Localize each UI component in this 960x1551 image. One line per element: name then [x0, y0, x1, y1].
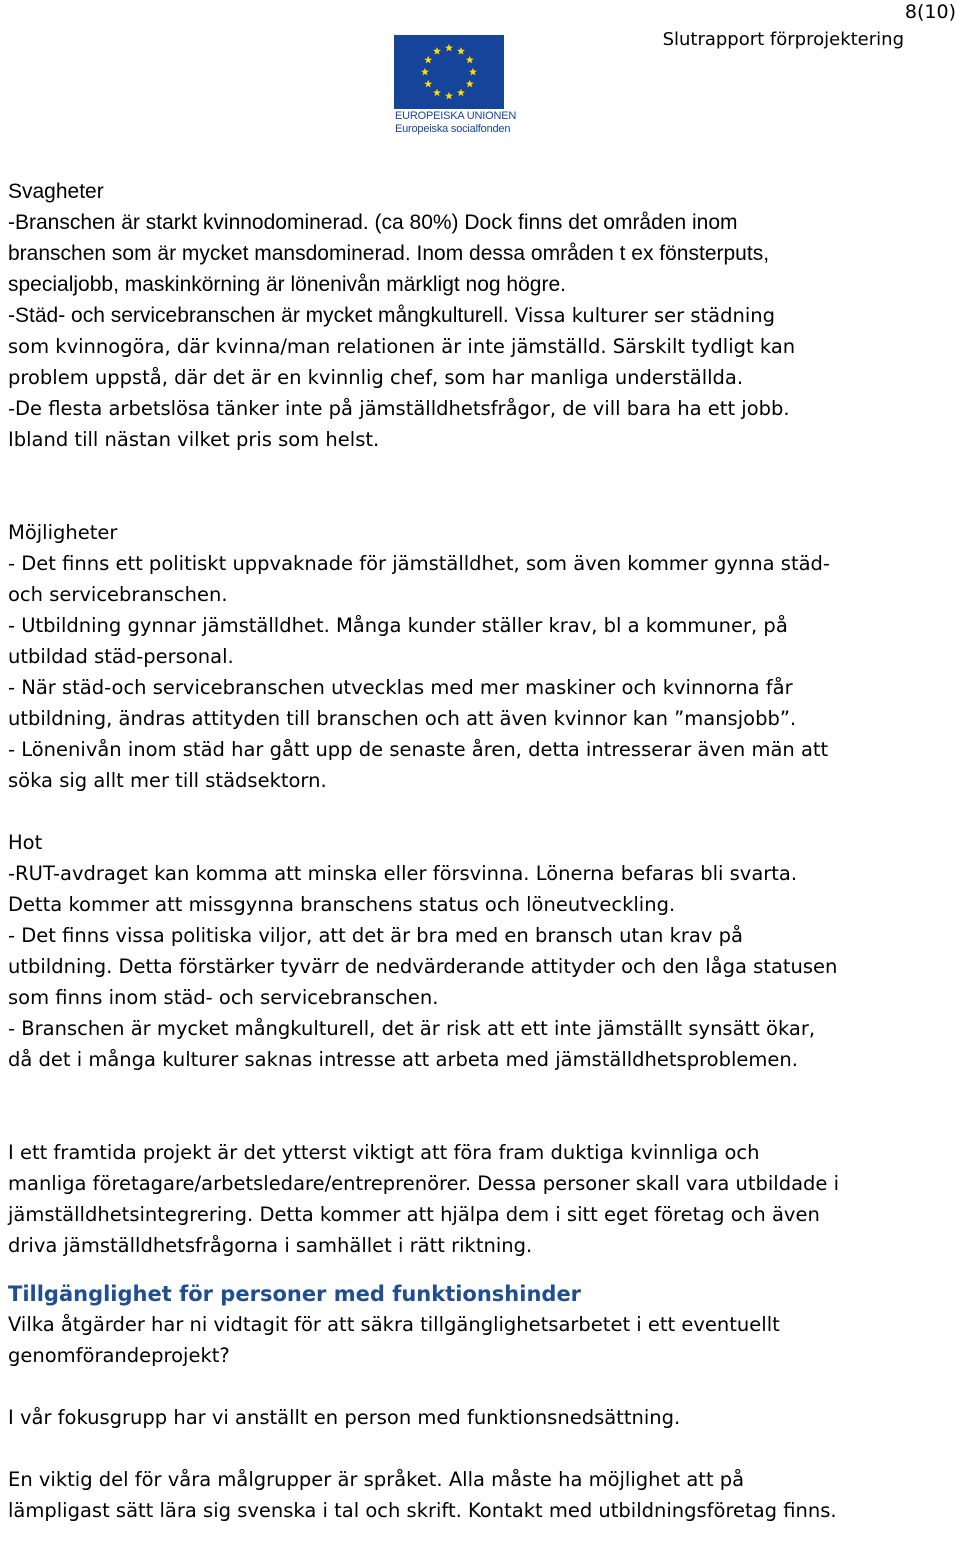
star-icon: [424, 56, 432, 64]
eu-logo: [394, 35, 517, 135]
answer-line: lämpligast sätt lära sig svenska i tal och skrift. Kontakt med utbildningsföretag finns.: [8, 1499, 837, 1522]
paragraph-segment: Särskilt tydligt kan: [612, 335, 796, 358]
paragraph-line: - När städ-och servicebranschen utvecklas med mer maskiner och kvinnorna får: [8, 676, 793, 699]
paragraph-line: -RUT-avdraget kan komma att minska eller försvinna. Lönerna befaras bli svarta.: [8, 862, 798, 885]
paragraph-line: branschen som är mycket mansdominerad. Inom dessa områden t ex fönsterputs,: [8, 242, 770, 265]
answer-line: En viktig del för våra målgrupper är språket. Alla måste ha möjlighet att på: [8, 1468, 745, 1491]
paragraph-line: - Lönenivån inom städ har gått upp de senaste åren, detta intresserar även män att: [8, 738, 829, 761]
eu-caption-union: EUROPEISKA UNIONEN: [395, 110, 517, 122]
section-heading-svagheter: Svagheter: [8, 180, 104, 203]
section-mojligheter: [8, 517, 953, 796]
paragraph-segment: -Städ- och servicebranschen är mycket mångkulturell.: [8, 304, 509, 327]
star-icon: [445, 44, 453, 52]
paragraph-segment: Vissa kulturer ser städning: [514, 304, 776, 327]
star-icon: [424, 80, 432, 88]
paragraph-line: Detta kommer att missgynna branschens status och löneutveckling.: [8, 893, 676, 916]
report-title: Slutrapport förprojektering: [662, 29, 904, 50]
section-heading-tillganglighet: Tillgänglighet för personer med funktionshinder: [8, 1282, 582, 1306]
star-icon: [466, 56, 474, 64]
star-icon: [433, 47, 441, 55]
star-icon: [457, 89, 465, 97]
paragraph-line: -Branschen är starkt kvinnodominerad. (ca 80%) Dock finns det områden inom: [8, 211, 738, 234]
answer-line: I vår fokusgrupp har vi anställt en person med funktionsnedsättning.: [8, 1406, 681, 1429]
star-icon: [466, 80, 474, 88]
paragraph-line: - Det finns vissa politiska viljor, att det är bra med en bransch utan krav på: [8, 924, 743, 947]
section-hot: [8, 827, 953, 1075]
paragraph-line: - Utbildning gynnar jämställdhet. Många kunder ställer krav, bl a kommuner, på: [8, 614, 788, 637]
paragraph-line: utbildning. Detta förstärker tyvärr de nedvärderande attityder och den låga statusen: [8, 955, 838, 978]
paragraph-line: söka sig allt mer till städsektorn.: [8, 769, 327, 792]
paragraph-line: då det i många kulturer saknas intresse att arbeta med jämställdhetsproblemen.: [8, 1048, 798, 1071]
section-heading-hot: Hot: [8, 831, 43, 854]
paragraph-line: - Det finns ett politiskt uppvaknade för jämställdhet, som även kommer gynna städ-: [8, 552, 830, 575]
star-icon: [433, 89, 441, 97]
question-line: genomförandeprojekt?: [8, 1344, 230, 1367]
paragraph-line: och servicebranschen.: [8, 583, 228, 606]
star-icon: [421, 68, 429, 76]
paragraph-line: - Branschen är mycket mångkulturell, det är risk att ett inte jämställt synsätt ökar,: [8, 1017, 816, 1040]
document-body: [8, 176, 953, 1526]
paragraph-line: som finns inom städ- och servicebranschen.: [8, 986, 439, 1009]
section-framtid: [8, 1137, 953, 1261]
star-icon: [469, 68, 477, 76]
paragraph-line: [8, 300, 953, 331]
eu-stars-icon: [394, 35, 504, 109]
paragraph-segment: som kvinnogöra, där kvinna/man relationen är inte jämställd.: [8, 335, 607, 358]
paragraph-line: [8, 331, 953, 362]
star-icon: [445, 92, 453, 100]
section-tillganglighet: [8, 1279, 953, 1526]
section-svagheter: [8, 176, 953, 455]
paragraph-line: I ett framtida projekt är det ytterst viktigt att föra fram duktiga kvinnliga och: [8, 1141, 760, 1164]
eu-flag-icon: [394, 35, 504, 109]
paragraph-line: manliga företagare/arbetsledare/entreprenörer. Dessa personer skall vara utbildade i: [8, 1172, 840, 1195]
eu-caption-socialfund: Europeiska socialfonden: [395, 123, 511, 135]
paragraph-line: -De flesta arbetslösa tänker inte på jämställdhetsfrågor, de vill bara ha ett jobb.: [8, 397, 790, 420]
section-heading-mojligheter: Möjligheter: [8, 521, 118, 544]
paragraph-line: problem uppstå, där det är en kvinnlig chef, som har manliga underställda.: [8, 366, 744, 389]
paragraph-line: utbildad städ-personal.: [8, 645, 234, 668]
page-number: 8(10): [904, 1, 956, 23]
star-icon: [457, 47, 465, 55]
paragraph-line: jämställdhetsintegrering. Detta kommer att hjälpa dem i sitt eget företag och även: [8, 1203, 820, 1226]
paragraph-line: utbildning, ändras attityden till branschen och att även kvinnor kan ”mansjobb”.: [8, 707, 797, 730]
paragraph-line: Ibland till nästan vilket pris som helst.: [8, 428, 380, 451]
paragraph-line: specialjobb, maskinkörning är lönenivån märkligt nog högre.: [8, 273, 566, 296]
question-line: Vilka åtgärder har ni vidtagit för att säkra tillgänglighetsarbetet i ett eventuellt: [8, 1313, 780, 1336]
paragraph-line: driva jämställdhetsfrågorna i samhället i rätt riktning.: [8, 1234, 533, 1257]
